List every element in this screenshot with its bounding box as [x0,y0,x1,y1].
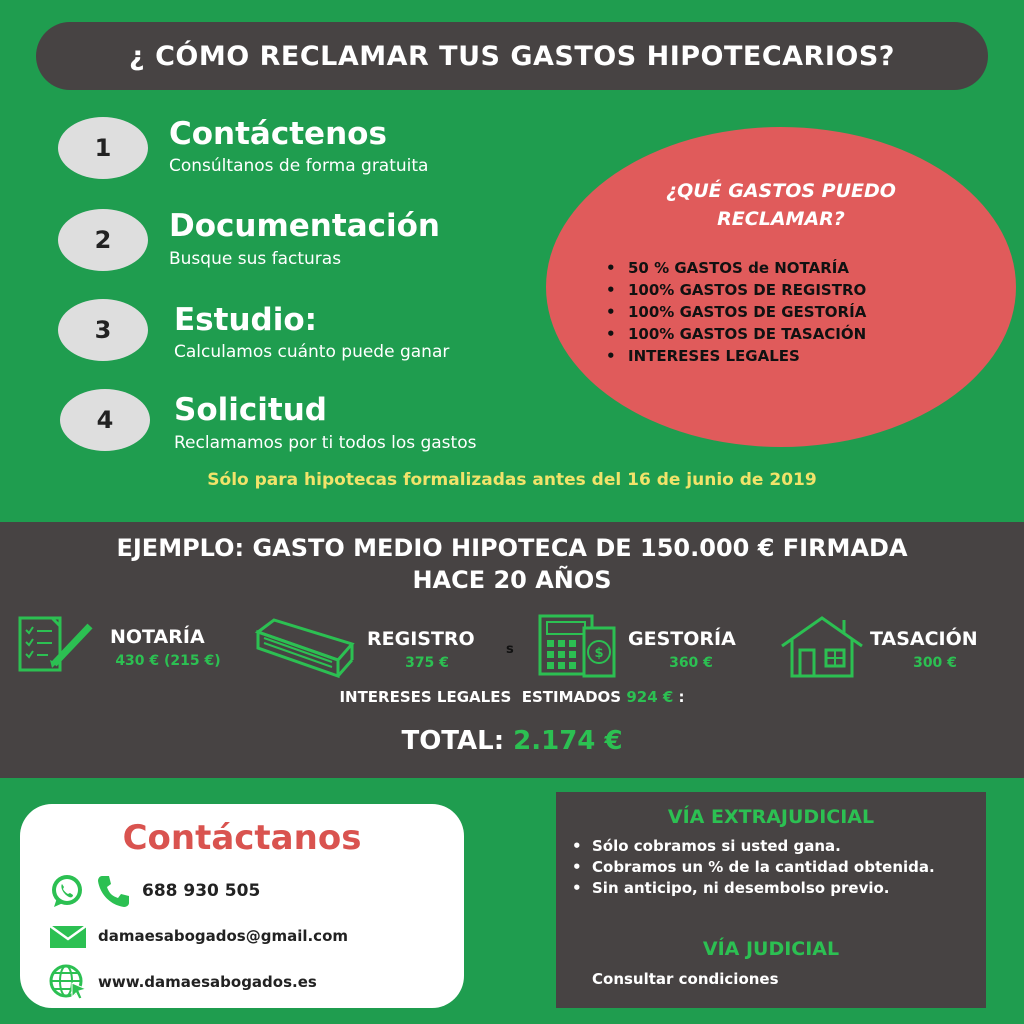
cost-registro-label: REGISTRO [367,628,475,650]
house-icon [780,616,864,678]
step-4-number: 4 [60,389,150,451]
calculator-icon [538,614,618,678]
expense-item: • 100% GASTOS DE REGISTRO [606,279,866,301]
cost-tasacion-value: 300 € [913,655,957,671]
page-title: ¿ CÓMO RECLAMAR TUS GASTOS HIPOTECARIOS? [36,22,988,90]
contact-card [20,804,464,1008]
phone-row[interactable] [48,872,260,910]
extrajudicial-item: • Cobramos un % de la cantidad obtenida. [568,857,980,878]
phone-number[interactable]: 688 930 505 [142,881,261,901]
expenses-circle [546,127,1016,447]
interest-line [0,688,1024,706]
expense-item: • 50 % GASTOS de NOTARÍA [606,257,866,279]
expense-item: • 100% GASTOS DE GESTORÍA [606,301,866,323]
cost-notaria-label: NOTARÍA [110,626,205,648]
extrajudicial-item: • Sin anticipo, ni desembolso previo. [568,878,980,899]
email-icon[interactable] [48,922,88,950]
step-3-subtitle: Calculamos cuánto puede ganar [174,342,450,362]
interest-suffix: : [673,688,685,706]
expenses-title-line1: ¿QUÉ GASTOS PUEDO [666,180,896,202]
cost-registro-value: 375 € [405,655,449,671]
extrajudicial-item: • Sólo cobramos si usted gana. [568,836,980,857]
svg-text:$: $ [594,646,604,661]
email-row[interactable] [48,922,348,950]
stray-character: s [506,642,514,657]
example-section [0,522,1024,778]
email-address[interactable]: damaesabogados@gmail.com [98,927,349,945]
cost-tasacion-label: TASACIÓN [870,628,978,650]
cost-gestoria-value: 360 € [669,655,713,671]
expenses-title [546,177,1016,233]
extrajudicial-list [568,836,980,899]
expenses-title-line2: RECLAMAR? [717,208,845,230]
total-line [0,726,1024,756]
example-title-line2: HACE 20 AÑOS [412,566,612,594]
disclaimer-text: Sólo para hipotecas formalizadas antes del 16 de junio de 2019 [207,470,817,490]
cost-notaria-value: 430 € (215 €) [115,653,221,669]
interest-label: INTERESES LEGALES ESTIMADOS [339,688,627,706]
whatsapp-icon[interactable] [48,872,86,910]
expense-item: • INTERESES LEGALES [606,345,866,367]
website-row[interactable] [48,964,317,1000]
step-4-subtitle: Reclamamos por ti todos los gastos [174,433,477,453]
step-1-number: 1 [58,117,148,179]
interest-value: 924 € [626,688,674,706]
judicial-conditions: Consultar condiciones [592,970,779,988]
step-3-number: 3 [58,299,148,361]
step-3-title: Estudio: [174,302,318,338]
expenses-list [606,257,866,367]
phone-icon[interactable] [94,872,132,910]
website-url[interactable]: www.damaesabogados.es [98,973,317,991]
globe-cursor-icon[interactable] [48,964,88,1000]
extrajudicial-title: VÍA EXTRAJUDICIAL [667,806,875,828]
document-pen-icon [18,614,98,674]
vias-box [556,792,986,1008]
example-title [0,532,1024,596]
expense-item: • 100% GASTOS DE TASACIÓN [606,323,866,345]
step-1-title: Contáctenos [169,116,387,152]
contact-title: Contáctanos [122,818,362,858]
example-title-line1: EJEMPLO: GASTO MEDIO HIPOTECA DE 150.000 € FIRMADA [116,534,908,562]
total-label: TOTAL: [401,726,514,756]
total-value: 2.174 € [513,726,623,756]
book-icon [252,618,358,680]
judicial-title: VÍA JUDICIAL [702,938,840,960]
step-4-title: Solicitud [174,392,327,428]
step-2-subtitle: Busque sus facturas [169,249,342,269]
step-2-title: Documentación [169,208,440,244]
cost-gestoria-label: GESTORÍA [628,628,736,650]
step-1-subtitle: Consúltanos de forma gratuita [169,156,429,176]
step-2-number: 2 [58,209,148,271]
